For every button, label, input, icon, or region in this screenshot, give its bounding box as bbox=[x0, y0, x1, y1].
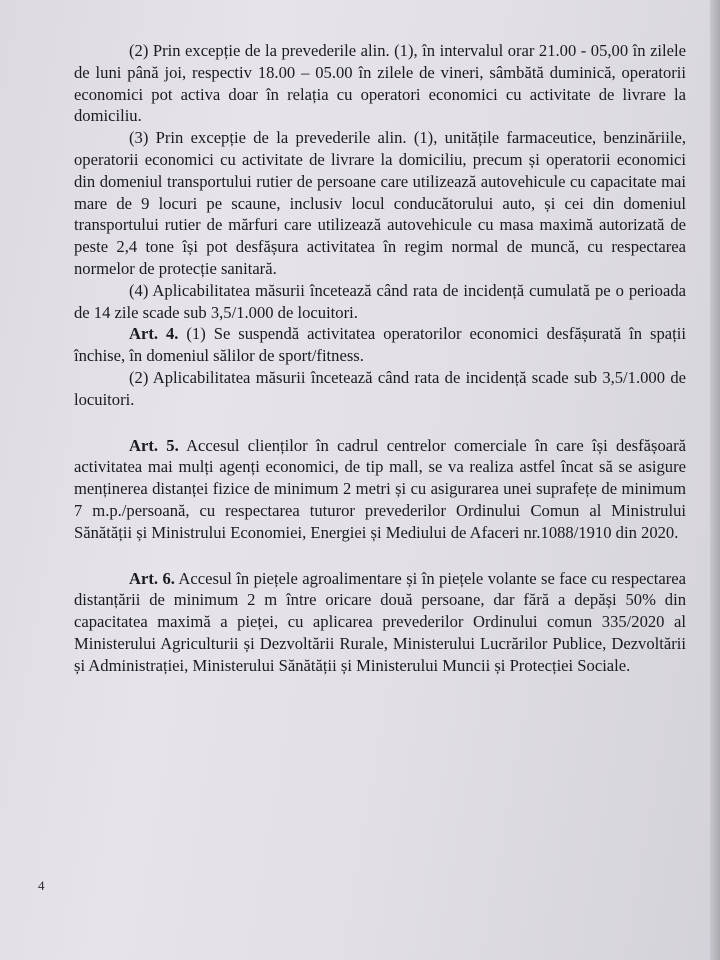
paragraph-text: (4) Aplicabilitatea măsurii încetează când rata de incidență cumulată pe o perioada de 14 zile scade sub 3,5/1.000 de locuitori. bbox=[74, 280, 686, 322]
paragraph-art-5 bbox=[74, 435, 686, 544]
article-heading: Art. 4. bbox=[129, 324, 179, 344]
paragraph-text: (2) Prin excepție de la prevederile alin. (1), în intervalul orar 21.00 - 05,00 în zilele de luni până joi, respectiv 18.00 – 05.00 în zilele de vineri, sâmbătă duminică, operatorii economici pot activa doar în relația cu operatori economici cu activitate de livrare la domiciliu. bbox=[74, 41, 686, 126]
paragraph-art-4 bbox=[74, 323, 686, 367]
paragraph-art-6 bbox=[74, 568, 686, 677]
document-body bbox=[74, 40, 686, 677]
paragraph-text: (3) Prin excepție de la prevederile alin. (1), unitățile farmaceutice, benzinăriile, operatorii economici cu activitate de livrare la domiciliu, precum și operatorii economici din domeniul transportului rutier de persoane care utilizează autovehicule cu capacitate mai mare de 9 locuri pe scaune, inclusiv locul conducătorului auto, și cei din domeniul transportului rutier de mărfuri care utilizează autovehicule cu masa maximă autorizată de peste 2,4 tone își pot desfășura activitatea în regim normal de muncă, cu respectarea normelor de protecție sanitară. bbox=[74, 128, 686, 278]
paragraph-text: Accesul în piețele agroalimentare și în piețele volante se face cu respectarea distanțării de minimum 2 m între oricare două persoane, dar fără a depăși 50% din capacitatea maximă a pieței, cu aplicarea prevederilor Ordinului comun 335/2020 al Ministerului Agriculturii și Dezvoltării Rurale, Ministerului Lucrărilor Publice, Dezvoltării și Administrației, Ministerului Sănătății și Ministerului Muncii și Protecției Sociale. bbox=[74, 568, 686, 675]
paragraph-alin-3 bbox=[74, 127, 686, 280]
paragraph-alin-4 bbox=[74, 280, 686, 324]
page-edge-shadow bbox=[710, 0, 720, 960]
article-heading: Art. 5. bbox=[129, 435, 179, 455]
paragraph-text: (1) Se suspendă activitatea operatorilor economici desfășurată în spații închise, în domeniul sălilor de sport/fitness. bbox=[74, 324, 686, 366]
page-number: 4 bbox=[38, 878, 45, 893]
paragraph-text: Accesul clienților în cadrul centrelor comerciale în care își desfășoară activitatea mai mulți agenți economici, de tip mall, se va realiza astfel încat să se asigure menținerea distanței fizice de minimum 2 metri și cu asigurarea unei suprafețe de minimum 7 m.p./persoană, cu respectarea tuturor prevederilor Ordinului Comun al Ministrului Sănătății și Ministrului Economiei, Energiei și Mediului de Afaceri nr.1088/1910 din 2020. bbox=[74, 435, 687, 542]
paragraph-text: (2) Aplicabilitatea măsurii încetează când rata de incidență scade sub 3,5/1.000 de locuitori. bbox=[74, 367, 686, 409]
article-heading: Art. 6. bbox=[129, 568, 175, 588]
paragraph-alin-2 bbox=[74, 40, 686, 127]
paragraph-art-4-alin-2 bbox=[74, 367, 686, 411]
